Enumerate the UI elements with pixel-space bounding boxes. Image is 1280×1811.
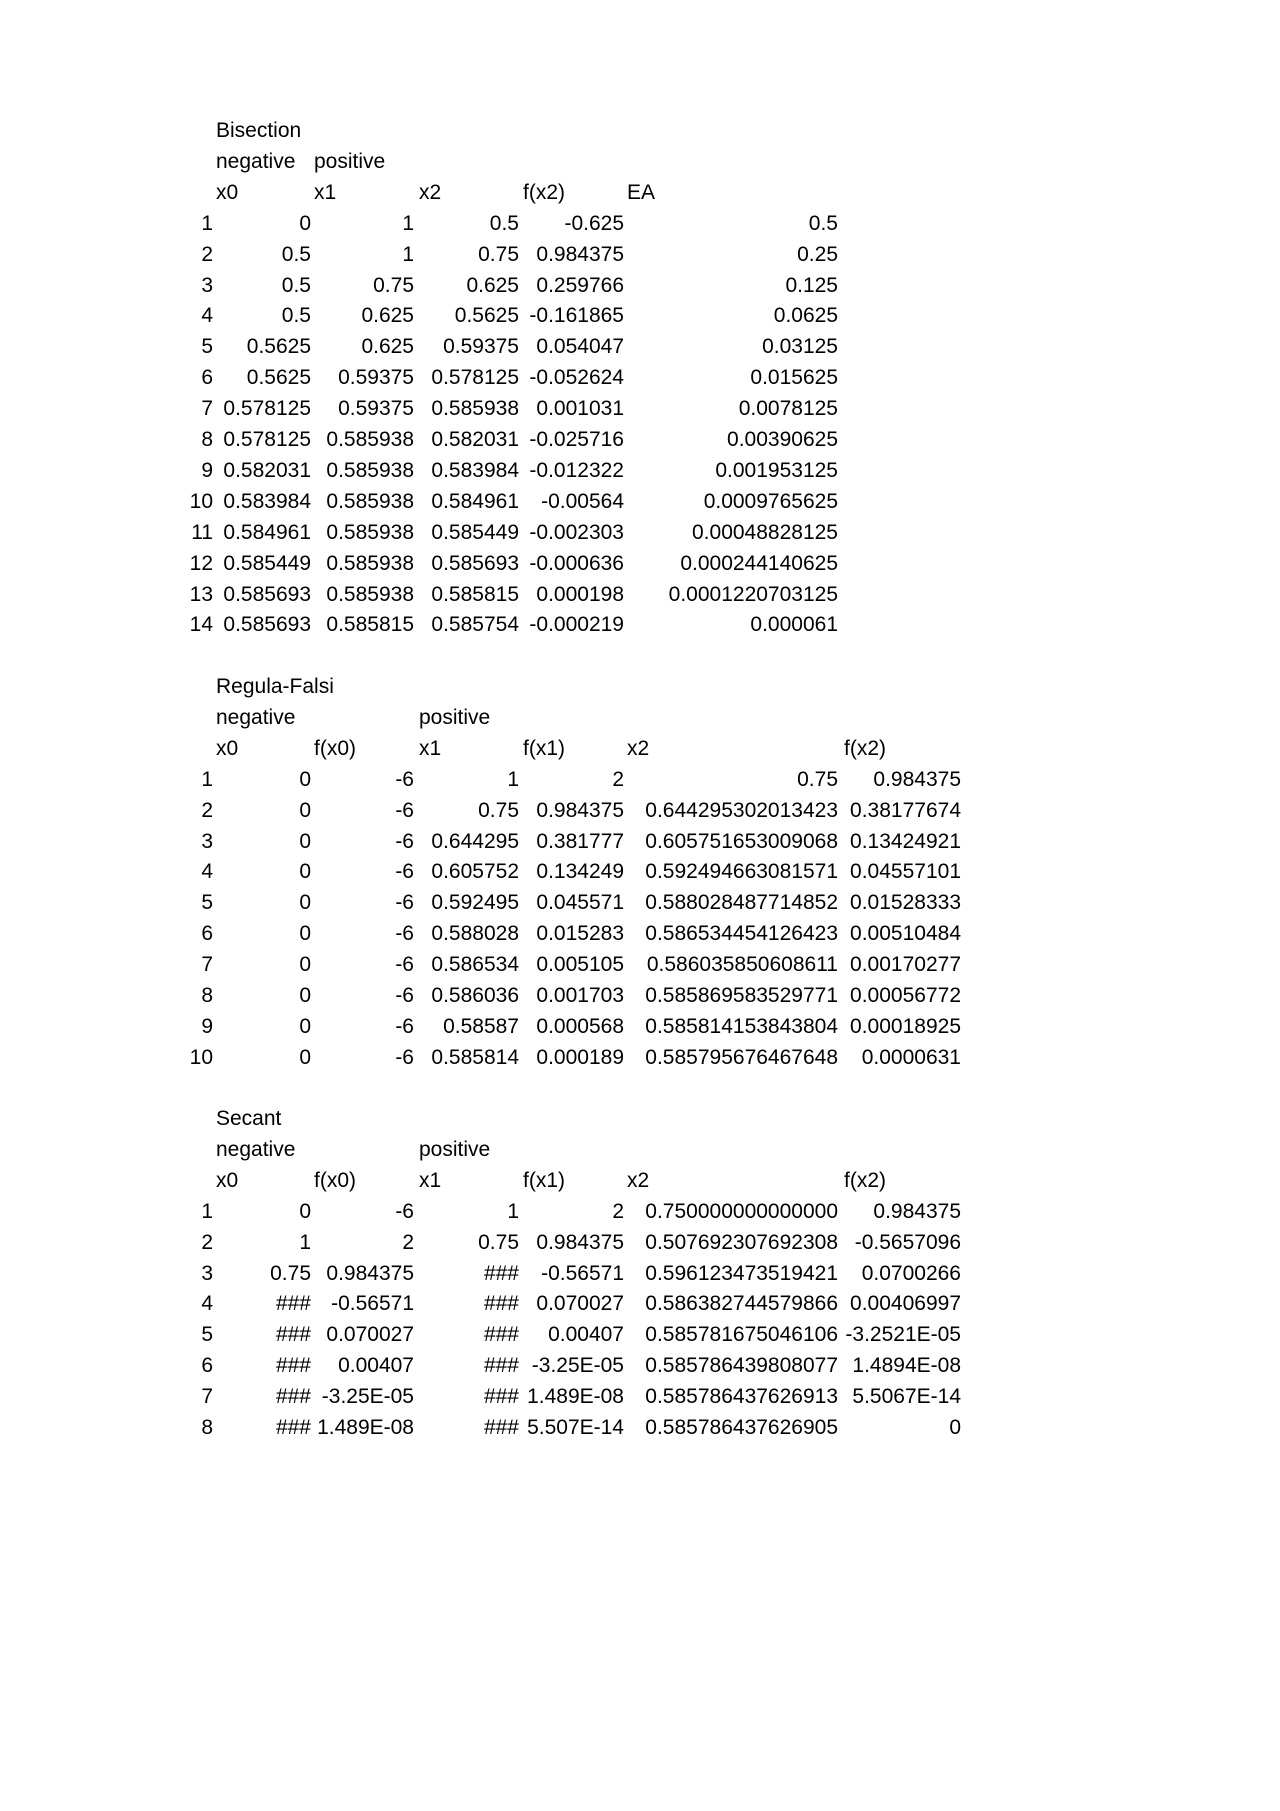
table-cell: -6: [395, 767, 414, 791]
table-cell: -0.025716: [529, 428, 624, 451]
table-cell: 0.585781675046106: [645, 1323, 838, 1347]
row-index: 5: [201, 1323, 213, 1347]
table-cell: 0.585938: [326, 458, 414, 482]
table-cell: -6: [395, 860, 414, 884]
row-index: 6: [201, 1354, 213, 1378]
table-cell: 0.015283: [536, 922, 624, 946]
row-index: 4: [201, 860, 213, 884]
table-cell: 0.015625: [750, 366, 838, 390]
table-cell: 0.578125: [223, 397, 311, 421]
table-cell: 1: [507, 1199, 519, 1223]
table-cell: 0.585814153843804: [645, 1014, 838, 1038]
table-cell: 0.0000631: [861, 1045, 961, 1069]
table-cell: 0.001703: [536, 984, 624, 1007]
table-cell: 0.578125: [431, 366, 519, 390]
table-cell: -0.56571: [541, 1261, 624, 1285]
table-cell: 2: [612, 767, 624, 791]
table-cell: 0.586382744579866: [645, 1292, 838, 1316]
row-index: 12: [189, 551, 213, 575]
table-cell: 0.585869583529771: [645, 984, 838, 1007]
table-cell: 0.59375: [443, 335, 519, 359]
table-cell: 0.588028: [431, 922, 519, 946]
table-cell: -3.25E-05: [321, 1385, 414, 1409]
table-cell: 1: [402, 242, 414, 266]
table-cell: 0.00510484: [850, 922, 961, 946]
table-cell: 0.584961: [431, 489, 519, 513]
table-cell: 0: [299, 211, 311, 235]
table-cell: 0.75: [373, 273, 414, 297]
table-cell: 0: [299, 829, 311, 853]
row-index: 8: [201, 1416, 213, 1439]
table-cell: 0.070027: [326, 1323, 414, 1347]
table-cell: 0.000568: [536, 1014, 624, 1038]
table-cell: 0.0001220703125: [668, 582, 838, 606]
table-cell: 0.585938: [326, 582, 414, 606]
table-cell: -0.625: [564, 211, 624, 235]
table-cell: 0.984375: [536, 242, 624, 266]
table-cell: 2: [612, 1199, 624, 1223]
column-header: x2: [419, 180, 442, 204]
column-header: f(x1): [523, 736, 565, 760]
table-cell: 0.5625: [246, 335, 311, 359]
table-cell: -6: [395, 1045, 414, 1069]
table-cell: 0.5625: [246, 366, 311, 390]
group-label-negative: negative: [216, 1137, 296, 1161]
table-cell: 0.585938: [326, 551, 414, 575]
table-cell: 0.585786437626905: [645, 1416, 838, 1439]
column-header: x0: [216, 180, 239, 204]
table-cell: 0.750000000000000: [645, 1199, 838, 1223]
table-cell: 0.586035850608611: [646, 953, 838, 977]
table-cell: 0.585938: [326, 489, 414, 513]
table-cell: 0.001953125: [715, 458, 838, 482]
table-cell: 0.00018925: [850, 1014, 961, 1038]
table-cell: 0: [299, 922, 311, 946]
table-cell: 0.0700266: [861, 1261, 961, 1285]
table-cell: 0.984375: [873, 1199, 961, 1223]
table-cell: 0.125: [785, 273, 838, 297]
table-cell: 0.000061: [750, 613, 838, 637]
table-cell: 0.582031: [431, 428, 519, 451]
table-cell: 1: [507, 767, 519, 791]
table-cell: 0.04557101: [850, 860, 961, 884]
table-cell: -6: [395, 984, 414, 1007]
table-cell: 0.000198: [536, 582, 624, 606]
row-index: 3: [201, 829, 213, 853]
table-cell: 0.586534: [431, 953, 519, 977]
table-cell: 0.75: [478, 242, 519, 266]
table-cell: 1.4894E-08: [852, 1354, 961, 1378]
row-index: 7: [201, 953, 213, 977]
table-cell: 1.489E-08: [527, 1385, 624, 1409]
row-index: 4: [201, 1292, 213, 1316]
table-cell: 0.259766: [536, 273, 624, 297]
table-cell: 0.984375: [326, 1261, 414, 1285]
table-cell: 0.381777: [536, 829, 624, 853]
table-cell: -6: [395, 798, 414, 822]
column-header: f(x1): [523, 1168, 565, 1192]
table-cell: 0.578125: [223, 428, 311, 451]
table-cell: 0.605752: [431, 860, 519, 884]
group-label-negative: negative: [216, 705, 296, 729]
table-cell: 0.585786437626913: [645, 1385, 838, 1409]
table-cell: ###: [483, 1292, 519, 1316]
table-cell: 0.5: [281, 273, 311, 297]
table-cell: 0.00407: [548, 1323, 624, 1347]
column-header: f(x2): [523, 180, 565, 204]
group-label-positive: positive: [419, 1137, 491, 1161]
row-index: 7: [201, 1385, 213, 1409]
bisection-title: Bisection: [216, 119, 302, 142]
column-header: x1: [419, 1168, 442, 1192]
column-header: f(x2): [844, 1168, 886, 1192]
table-cell: 0.5: [489, 211, 519, 235]
table-cell: ###: [275, 1354, 311, 1378]
row-index: 8: [201, 984, 213, 1007]
table-cell: 0: [299, 860, 311, 884]
table-cell: -6: [395, 953, 414, 977]
table-cell: 0.000189: [536, 1045, 624, 1069]
table-cell: -6: [395, 1199, 414, 1223]
table-cell: 0.38177674: [850, 798, 961, 822]
row-index: 2: [201, 798, 213, 822]
table-cell: -0.052624: [529, 366, 624, 390]
table-cell: 0.75: [270, 1261, 311, 1285]
table-cell: 0.00170277: [850, 953, 961, 977]
row-index: 2: [201, 242, 213, 266]
table-cell: 2: [402, 1230, 414, 1254]
table-cell: 0.00056772: [850, 984, 961, 1007]
table-cell: 0.13424921: [850, 829, 961, 853]
row-index: 5: [201, 891, 213, 915]
table-cell: ###: [483, 1416, 519, 1439]
table-cell: 1: [299, 1230, 311, 1254]
row-index: 1: [201, 767, 213, 791]
table-cell: 0.58587: [443, 1014, 519, 1038]
table-cell: 0.588028487714852: [645, 891, 838, 915]
table-cell: 0: [949, 1416, 961, 1439]
table-cell: -0.5657096: [854, 1230, 961, 1254]
table-cell: ###: [275, 1416, 311, 1439]
table-cell: 5.5067E-14: [852, 1385, 961, 1409]
table-cell: 0.000244140625: [680, 551, 838, 575]
table-cell: 0.585795676467648: [645, 1045, 838, 1069]
table-cell: 0.00407: [338, 1354, 414, 1378]
table-cell: 0.625: [361, 304, 414, 328]
table-cell: 0.5625: [454, 304, 519, 328]
column-header: x0: [216, 1168, 239, 1192]
table-cell: 0.984375: [873, 767, 961, 791]
table-cell: 0.5: [281, 242, 311, 266]
group-label-negative: negative: [216, 149, 296, 173]
table-cell: -0.012322: [529, 458, 624, 482]
secant-title: Secant: [216, 1107, 282, 1130]
table-cell: ###: [483, 1385, 519, 1409]
table-cell: 0.625: [361, 335, 414, 359]
table-cell: 0.134249: [536, 860, 624, 884]
table-cell: 0: [299, 891, 311, 915]
table-cell: -0.56571: [331, 1292, 414, 1316]
table-cell: 0.592494663081571: [645, 860, 838, 884]
table-cell: 0.0078125: [738, 397, 838, 421]
table-cell: 1.489E-08: [317, 1416, 414, 1439]
table-cell: 0.045571: [536, 891, 624, 915]
table-cell: -0.002303: [529, 520, 624, 544]
table-cell: 0.25: [797, 242, 838, 266]
table-cell: 0.59375: [338, 397, 414, 421]
column-header: x2: [627, 736, 650, 760]
table-cell: 0: [299, 1199, 311, 1223]
column-header: EA: [627, 180, 656, 204]
row-index: 6: [201, 366, 213, 390]
table-cell: 0: [299, 798, 311, 822]
table-cell: ###: [275, 1385, 311, 1409]
row-index: 6: [201, 922, 213, 946]
table-cell: 0.5: [281, 304, 311, 328]
table-cell: 0.585938: [326, 520, 414, 544]
table-cell: 0: [299, 1045, 311, 1069]
table-cell: -6: [395, 1014, 414, 1038]
row-index: 14: [189, 613, 213, 637]
table-cell: ###: [483, 1261, 519, 1285]
table-cell: 0: [299, 767, 311, 791]
table-cell: -0.00564: [541, 489, 624, 513]
table-cell: 0.586036: [431, 984, 519, 1007]
table-cell: 0.596123473519421: [645, 1261, 838, 1285]
table-cell: 0.585938: [431, 397, 519, 421]
table-cell: 0.507692307692308: [645, 1230, 838, 1254]
table-cell: 0.00406997: [850, 1292, 961, 1316]
table-cell: 0.585938: [326, 428, 414, 451]
row-index: 13: [189, 582, 213, 606]
row-index: 2: [201, 1230, 213, 1254]
table-cell: 0.59375: [338, 366, 414, 390]
table-cell: 0.583984: [431, 458, 519, 482]
table-cell: 0.75: [478, 1230, 519, 1254]
table-cell: 0.984375: [536, 798, 624, 822]
column-header: f(x2): [844, 736, 886, 760]
table-cell: ###: [483, 1354, 519, 1378]
table-cell: 0.585693: [223, 582, 311, 606]
row-index: 8: [201, 428, 213, 451]
table-cell: 0.984375: [536, 1230, 624, 1254]
column-header: x0: [216, 736, 239, 760]
group-label-positive: positive: [419, 705, 491, 729]
table-cell: ###: [275, 1323, 311, 1347]
column-header: f(x0): [314, 1168, 356, 1192]
table-cell: 0.585814: [431, 1045, 519, 1069]
column-header: x1: [314, 180, 337, 204]
table-cell: 0.75: [797, 767, 838, 791]
table-cell: 0.585754: [431, 613, 519, 637]
table-cell: 0.585815: [431, 582, 519, 606]
row-index: 1: [201, 211, 213, 235]
table-cell: 0.585449: [223, 551, 311, 575]
table-cell: 0.070027: [536, 1292, 624, 1316]
table-cell: 0.0625: [773, 304, 838, 328]
table-cell: 0.585693: [431, 551, 519, 575]
row-index: 9: [201, 458, 213, 482]
table-cell: 0.585786439808077: [645, 1354, 838, 1378]
table-cell: 0: [299, 953, 311, 977]
table-cell: 0.605751653009068: [645, 829, 838, 853]
row-index: 1: [201, 1199, 213, 1223]
row-index: 10: [189, 489, 213, 513]
table-cell: 0.625: [466, 273, 519, 297]
table-cell: 5.507E-14: [527, 1416, 624, 1439]
table-cell: 0.583984: [223, 489, 311, 513]
table-cell: 0.00048828125: [692, 520, 838, 544]
row-index: 4: [201, 304, 213, 328]
table-cell: 0.585693: [223, 613, 311, 637]
table-cell: ###: [483, 1323, 519, 1347]
column-header: x1: [419, 736, 442, 760]
column-header: f(x0): [314, 736, 356, 760]
table-cell: 0.5: [808, 211, 838, 235]
table-cell: 0.585449: [431, 520, 519, 544]
table-cell: ###: [275, 1292, 311, 1316]
table-cell: 0.584961: [223, 520, 311, 544]
table-cell: 0.0009765625: [703, 489, 838, 513]
table-cell: -0.000219: [529, 613, 624, 637]
table-cell: -6: [395, 922, 414, 946]
table-cell: -3.2521E-05: [845, 1323, 961, 1347]
row-index: 3: [201, 1261, 213, 1285]
table-cell: -6: [395, 891, 414, 915]
row-index: 3: [201, 273, 213, 297]
table-cell: 0: [299, 1014, 311, 1038]
table-cell: -6: [395, 829, 414, 853]
group-label-positive: positive: [314, 149, 386, 173]
column-header: x2: [627, 1168, 650, 1192]
table-cell: 0.005105: [536, 953, 624, 977]
table-cell: 0.054047: [536, 335, 624, 359]
table-cell: 0.586534454126423: [645, 922, 838, 946]
table-cell: 0.644295302013423: [645, 798, 838, 822]
table-cell: -0.161865: [529, 304, 624, 328]
row-index: 10: [189, 1045, 213, 1069]
table-cell: 0.001031: [536, 397, 624, 421]
table-cell: 0.03125: [762, 335, 838, 359]
table-cell: 0: [299, 984, 311, 1007]
row-index: 5: [201, 335, 213, 359]
table-cell: -3.25E-05: [531, 1354, 624, 1378]
table-cell: 0.75: [478, 798, 519, 822]
table-cell: -0.000636: [529, 551, 624, 575]
row-index: 11: [191, 520, 213, 544]
row-index: 7: [201, 397, 213, 421]
table-cell: 0.592495: [431, 891, 519, 915]
table-cell: 0.585815: [326, 613, 414, 637]
regula-falsi-title: Regula-Falsi: [216, 675, 334, 698]
row-index: 9: [201, 1014, 213, 1038]
table-cell: 0.00390625: [727, 428, 838, 451]
table-cell: 1: [402, 211, 414, 235]
table-cell: 0.644295: [431, 829, 519, 853]
table-cell: 0.582031: [223, 458, 311, 482]
table-cell: 0.01528333: [850, 891, 961, 915]
